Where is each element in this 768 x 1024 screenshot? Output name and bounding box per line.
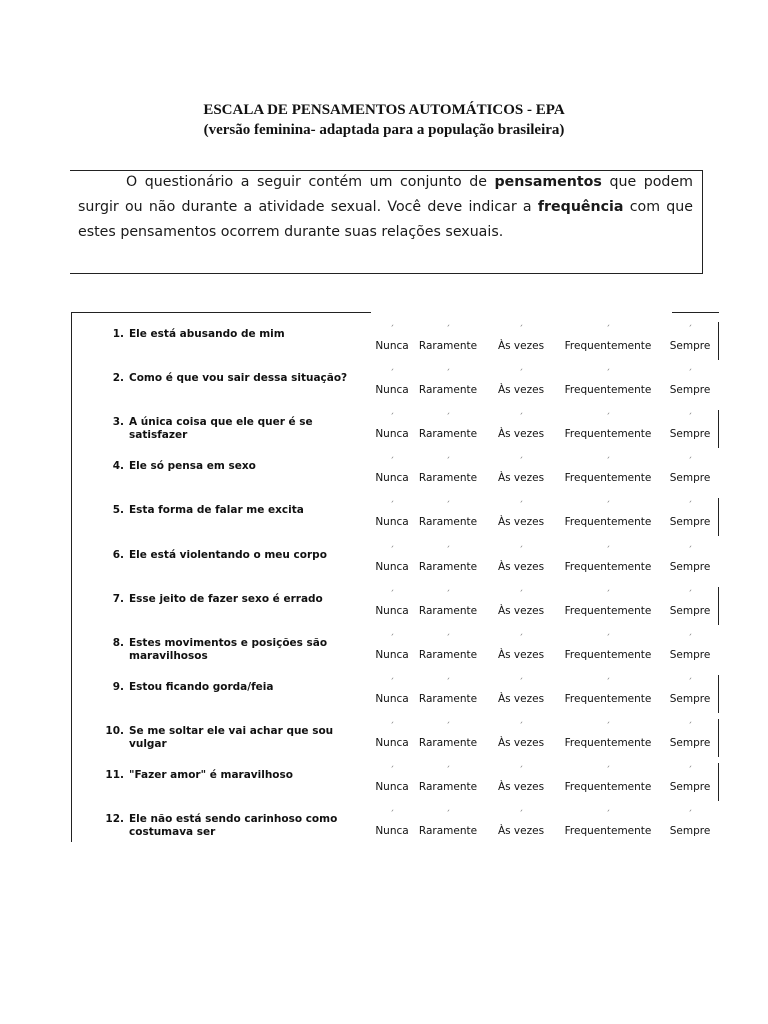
option-label[interactable]: Frequentemente [564, 384, 652, 397]
option-radio-icon[interactable]: ˊ [605, 413, 611, 424]
question-text: Estes movimentos e posições são maravilhosos [129, 636, 328, 662]
option-radio-icon[interactable]: ˊ [518, 545, 524, 556]
option-radio-icon[interactable]: ˊ [687, 633, 693, 644]
option-radio-icon[interactable]: ˊ [445, 545, 451, 556]
option-radio-icon[interactable]: ˊ [389, 501, 395, 512]
question-text: Como é que vou sair dessa situação? [129, 372, 348, 385]
option-label[interactable]: Raramente [418, 692, 478, 705]
question-number: 9. [112, 680, 124, 693]
question-number: 5. [112, 504, 124, 517]
option-radio-icon[interactable]: ˊ [445, 413, 451, 424]
option-label[interactable]: Sempre [669, 692, 711, 705]
option-label[interactable]: Nunca [375, 472, 409, 485]
question-text: Ele está abusando de mim [129, 328, 285, 340]
option-radio-icon[interactable]: ˊ [445, 633, 451, 644]
option-label[interactable]: Frequentemente [564, 825, 652, 838]
option-radio-icon[interactable]: ˊ [605, 810, 611, 821]
option-label[interactable]: Raramente [418, 516, 478, 529]
question-row [0, 539, 768, 583]
option-radio-icon[interactable]: ˊ [605, 721, 611, 732]
option-radio-icon[interactable]: ˊ [445, 589, 451, 600]
option-label[interactable]: Nunca [375, 428, 409, 441]
question-text: Ele só pensa em sexo [129, 460, 256, 473]
option-label[interactable]: Às vezes [497, 560, 545, 573]
option-label[interactable]: Às vezes [497, 384, 545, 397]
option-label[interactable]: Nunca [375, 516, 409, 529]
option-label[interactable]: Nunca [375, 648, 409, 661]
option-radio-icon[interactable]: ˊ [687, 589, 693, 600]
question-row [0, 494, 768, 538]
question-row [0, 362, 768, 406]
option-radio-icon[interactable]: ˊ [687, 766, 693, 776]
option-radio-icon[interactable]: ˊ [389, 325, 395, 335]
option-radio-icon[interactable]: ˊ [687, 369, 693, 380]
option-label[interactable]: Nunca [375, 825, 409, 838]
option-radio-icon[interactable]: ˊ [518, 677, 524, 688]
option-label[interactable]: Sempre [669, 384, 711, 397]
option-radio-icon[interactable]: ˊ [445, 325, 451, 335]
question-number: 6. [112, 548, 124, 561]
option-label[interactable]: Às vezes [497, 604, 545, 617]
option-label[interactable]: Raramente [418, 736, 478, 749]
question-text: Estou ficando gorda/feia [129, 680, 274, 693]
option-label[interactable]: Nunca [375, 560, 409, 573]
option-label[interactable]: Sempre [669, 560, 711, 573]
option-label[interactable]: Nunca [375, 604, 409, 617]
option-radio-icon[interactable]: ˊ [605, 766, 611, 776]
option-label[interactable]: Frequentemente [564, 516, 652, 529]
question-text: A única coisa que ele quer é se satisfazer [129, 416, 313, 442]
option-radio-icon[interactable]: ˊ [389, 413, 395, 424]
option-radio-icon[interactable]: ˊ [518, 369, 524, 380]
option-radio-icon[interactable]: ˊ [605, 545, 611, 556]
option-radio-icon[interactable]: ˊ [605, 501, 611, 512]
option-label[interactable]: Raramente [418, 428, 478, 441]
row-border-mark [718, 410, 719, 448]
option-radio-icon[interactable]: ˊ [389, 457, 395, 468]
option-radio-icon[interactable]: ˊ [687, 325, 693, 335]
option-label[interactable]: Raramente [418, 648, 478, 661]
option-label[interactable]: Raramente [418, 781, 478, 793]
intro-part-2: que podem surgir ou não durante a atividade sexual. Você deve indicar a [78, 174, 693, 215]
option-label[interactable]: Sempre [669, 340, 711, 352]
question-row [0, 759, 768, 803]
option-radio-icon[interactable]: ˊ [445, 501, 451, 512]
option-label[interactable]: Sempre [669, 604, 711, 617]
option-label[interactable]: Raramente [418, 560, 478, 573]
option-radio-icon[interactable]: ˊ [605, 677, 611, 688]
option-label[interactable]: Frequentemente [564, 604, 652, 617]
document-title: ESCALA DE PENSAMENTOS AUTOMÁTICOS - EPA [203, 102, 565, 118]
option-label[interactable]: Nunca [375, 384, 409, 397]
option-radio-icon[interactable]: ˊ [605, 457, 611, 468]
option-label[interactable]: Frequentemente [564, 692, 652, 705]
row-border-mark [718, 675, 719, 713]
option-label[interactable]: Nunca [375, 781, 409, 793]
option-radio-icon[interactable]: ˊ [605, 369, 611, 380]
option-label[interactable]: Sempre [669, 648, 711, 661]
option-label[interactable]: Raramente [418, 472, 478, 485]
option-radio-icon[interactable]: ˊ [518, 810, 524, 821]
option-label[interactable]: Sempre [669, 472, 711, 485]
question-row [0, 627, 768, 671]
question-row [0, 671, 768, 715]
option-radio-icon[interactable]: ˊ [389, 677, 395, 688]
option-label[interactable]: Às vezes [497, 340, 545, 352]
question-number: 2. [112, 372, 124, 385]
question-row [0, 715, 768, 759]
option-label[interactable]: Sempre [669, 428, 711, 441]
question-row [0, 583, 768, 627]
option-label[interactable]: Sempre [669, 736, 711, 749]
option-radio-icon[interactable]: ˊ [389, 721, 395, 732]
option-radio-icon[interactable]: ˊ [518, 721, 524, 732]
option-radio-icon[interactable]: ˊ [687, 457, 693, 468]
row-border-mark [718, 763, 719, 801]
option-radio-icon[interactable]: ˊ [687, 677, 693, 688]
question-row [0, 406, 768, 450]
option-radio-icon[interactable]: ˊ [518, 589, 524, 600]
row-border-mark [718, 719, 719, 757]
option-radio-icon[interactable]: ˊ [389, 369, 395, 380]
option-radio-icon[interactable]: ˊ [687, 413, 693, 424]
option-radio-icon[interactable]: ˊ [445, 766, 451, 776]
option-radio-icon[interactable]: ˊ [518, 457, 524, 468]
option-radio-icon[interactable]: ˊ [389, 766, 395, 776]
option-radio-icon[interactable]: ˊ [605, 589, 611, 600]
option-label[interactable]: Frequentemente [564, 648, 652, 661]
option-label[interactable]: Sempre [669, 781, 711, 793]
option-label[interactable]: Frequentemente [564, 560, 652, 573]
option-label[interactable]: Raramente [418, 384, 478, 397]
question-number: 7. [112, 592, 124, 605]
option-radio-icon[interactable]: ˊ [445, 369, 451, 380]
option-label[interactable]: Raramente [418, 825, 478, 838]
option-label[interactable]: Frequentemente [564, 340, 652, 352]
option-label[interactable]: Raramente [418, 604, 478, 617]
option-radio-icon[interactable]: ˊ [389, 545, 395, 556]
option-radio-icon[interactable]: ˊ [687, 721, 693, 732]
question-number: 10. [105, 724, 124, 737]
option-label[interactable]: Frequentemente [564, 472, 652, 485]
option-label[interactable]: Às vezes [497, 825, 545, 838]
row-border-mark [718, 498, 719, 536]
intro-part-1: O questionário a seguir contém um conjunto de [126, 174, 495, 190]
option-label[interactable]: Frequentemente [564, 428, 652, 441]
option-radio-icon[interactable]: ˊ [687, 501, 693, 512]
option-radio-icon[interactable]: ˊ [518, 633, 524, 644]
option-radio-icon[interactable]: ˊ [445, 810, 451, 821]
option-label[interactable]: Nunca [375, 736, 409, 749]
option-label[interactable]: Sempre [669, 825, 711, 838]
option-label[interactable]: Às vezes [497, 692, 545, 705]
question-number: 3. [112, 416, 124, 429]
intro-part-3: com que estes pensamentos ocorrem durante suas relações sexuais. [78, 199, 694, 240]
option-radio-icon[interactable]: ˊ [518, 325, 524, 335]
question-number: 12. [105, 813, 124, 826]
row-border-mark [718, 322, 719, 360]
question-number: 1. [112, 328, 124, 340]
option-label[interactable]: Frequentemente [564, 736, 652, 749]
option-radio-icon[interactable]: ˊ [445, 457, 451, 468]
question-row [0, 318, 768, 362]
option-radio-icon[interactable]: ˊ [389, 810, 395, 821]
option-label[interactable]: Às vezes [497, 428, 545, 441]
option-radio-icon[interactable]: ˊ [445, 721, 451, 732]
intro-paragraph [78, 170, 693, 245]
option-radio-icon[interactable]: ˊ [518, 413, 524, 424]
option-label[interactable]: Nunca [375, 692, 409, 705]
option-radio-icon[interactable]: ˊ [389, 633, 395, 644]
question-text: Esta forma de falar me excita [129, 504, 304, 517]
option-label[interactable]: Às vezes [497, 516, 545, 529]
document-subtitle: (versão feminina- adaptada para a população brasileira) [203, 122, 565, 138]
scale-top-rule-right [672, 312, 719, 313]
question-text: Se me soltar ele vai achar que sou vulgar [129, 724, 334, 750]
question-row [0, 803, 768, 847]
option-label[interactable]: Sempre [669, 516, 711, 529]
option-radio-icon[interactable]: ˊ [605, 325, 611, 335]
option-label[interactable]: Raramente [418, 340, 478, 352]
option-label[interactable]: Às vezes [497, 648, 545, 661]
option-label[interactable]: Às vezes [497, 781, 545, 793]
option-radio-icon[interactable]: ˊ [445, 677, 451, 688]
question-number: 11. [105, 769, 124, 781]
option-label[interactable]: Frequentemente [564, 781, 652, 793]
question-row [0, 450, 768, 494]
document-header [0, 100, 768, 140]
intro-bold-frequencia: frequência [537, 199, 624, 215]
option-radio-icon[interactable]: ˊ [687, 810, 693, 821]
question-text: "Fazer amor" é maravilhoso [129, 769, 293, 781]
option-label[interactable]: Às vezes [497, 472, 545, 485]
row-border-mark [718, 587, 719, 625]
option-radio-icon[interactable]: ˊ [518, 501, 524, 512]
question-number: 8. [112, 636, 124, 649]
option-radio-icon[interactable]: ˊ [687, 545, 693, 556]
question-text: Ele está violentando o meu corpo [129, 548, 327, 561]
option-radio-icon[interactable]: ˊ [518, 766, 524, 776]
question-text: Esse jeito de fazer sexo é errado [129, 592, 323, 605]
scale-top-rule [71, 312, 371, 313]
option-label[interactable]: Às vezes [497, 736, 545, 749]
option-label[interactable]: Nunca [375, 340, 409, 352]
question-number: 4. [112, 460, 124, 473]
intro-bold-pensamentos: pensamentos [494, 174, 602, 190]
question-text: Ele não está sendo carinhoso como costumava ser [129, 813, 338, 839]
option-radio-icon[interactable]: ˊ [389, 589, 395, 600]
option-radio-icon[interactable]: ˊ [605, 633, 611, 644]
